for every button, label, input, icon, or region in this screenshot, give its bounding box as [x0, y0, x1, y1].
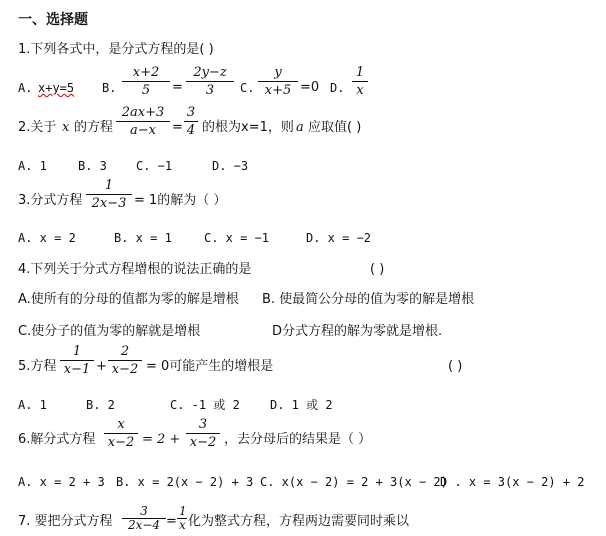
q5-option-a: A. 1 [18, 398, 47, 412]
q5-suffix: = 0可能产生的增根是 [146, 359, 274, 374]
section-title: 一、选择题 [18, 12, 88, 28]
q5-paren: ( ) [448, 359, 463, 374]
q4-paren: ( ) [370, 262, 385, 277]
q2-end: 应取值( ) [308, 120, 362, 135]
q2-equals: = [172, 120, 183, 135]
q1-b-fraction-left: x+2 5 [122, 64, 170, 99]
q1-option-a-label: A. [18, 81, 33, 95]
q2-prefix: 2.关于 [18, 120, 57, 135]
q4-option-d: D分式方程的解为零就是增根. [272, 324, 443, 339]
q4-option-c: C.使分子的值为零的解就是增根 [18, 324, 201, 339]
q6-fraction-right: 3 x−2 [186, 416, 220, 451]
q2-var-x: x [62, 120, 70, 135]
q5-option-c: C. -1 或 2 [170, 398, 240, 412]
q1-b-fraction-right: 2y−z 3 [186, 64, 234, 99]
q6-mid: = 2 + [142, 432, 181, 447]
q6-prefix: 6.解分式方程 [18, 432, 96, 447]
q2-option-b: B. 3 [78, 159, 107, 173]
q6-fraction-left: x x−2 [104, 416, 138, 451]
q2-option-c: C. −1 [136, 159, 173, 173]
q1-option-d-label: D. [330, 81, 345, 95]
q6-suffix: ，去分母后的结果是（ ） [224, 432, 372, 447]
question-1-stem: 1.下列各式中，是分式方程的是( ) [18, 42, 214, 57]
q7-equals: = [166, 514, 177, 529]
q1-d-fraction: 1 x [352, 64, 368, 99]
q5-prefix: 5.方程 [18, 359, 57, 374]
q7-fraction-right: 1 x [179, 504, 187, 532]
q7-fraction-left: 3 2x−4 [122, 505, 166, 532]
q2-fraction-left: 2ax+3 a−x [116, 104, 170, 139]
q4-option-a: A.使所有的分母的值都为零的解是增根 [18, 292, 239, 307]
q1-option-b-label: B. [102, 81, 117, 95]
q5-option-d: D. 1 或 2 [270, 398, 333, 412]
q3-option-d: D. x = −2 [306, 231, 372, 245]
q1-option-a-expr: x+y=5 [38, 81, 75, 95]
q3-option-c: C. x = −1 [204, 231, 270, 245]
q1-b-equals: = [172, 80, 183, 95]
q3-suffix: = 1的解为（ ） [134, 193, 227, 208]
q5-plus: + [96, 359, 107, 374]
q6-option-a: A. x = 2 + 3 [18, 475, 105, 489]
q4-option-b: B. 使最简公分母的值为零的解是增根 [262, 292, 475, 307]
q3-prefix: 3.分式方程 [18, 193, 83, 208]
q2-option-d: D. −3 [212, 159, 249, 173]
q5-option-b: B. 2 [86, 398, 115, 412]
q2-mid: 的方程 [74, 120, 114, 135]
q6-option-b: B. x = 2(x − 2) + 3 [116, 475, 254, 489]
q7-suffix: 化为整式方程，方程两边需要同时乘以 [188, 514, 410, 529]
q1-c-rest: =0 [300, 80, 320, 95]
q3-option-a: A. x = 2 [18, 231, 76, 245]
q4-stem: 4.下列关于分式方程增根的说法正确的是 [18, 262, 252, 277]
q2-fraction-right: 3 4 [184, 104, 198, 139]
q6-option-c: C. x(x − 2) = 2 + 3(x − 2) [260, 475, 448, 489]
q6-option-d: D . x = 3(x − 2) + 2 [440, 475, 585, 489]
q2-suffix: 的根为x=1，则 [202, 120, 294, 135]
q7-prefix: 7. 要把分式方程 [18, 514, 113, 529]
q1-option-c-label: C. [240, 81, 255, 95]
q1-c-fraction: y x+5 [258, 64, 298, 99]
q2-var-a: a [296, 120, 304, 135]
q3-option-b: B. x = 1 [114, 231, 172, 245]
q5-fraction-right: 2 x−2 [108, 343, 142, 378]
q5-fraction-left: 1 x−1 [60, 343, 94, 378]
q2-option-a: A. 1 [18, 159, 47, 173]
q3-fraction: 1 2x−3 [86, 177, 132, 212]
